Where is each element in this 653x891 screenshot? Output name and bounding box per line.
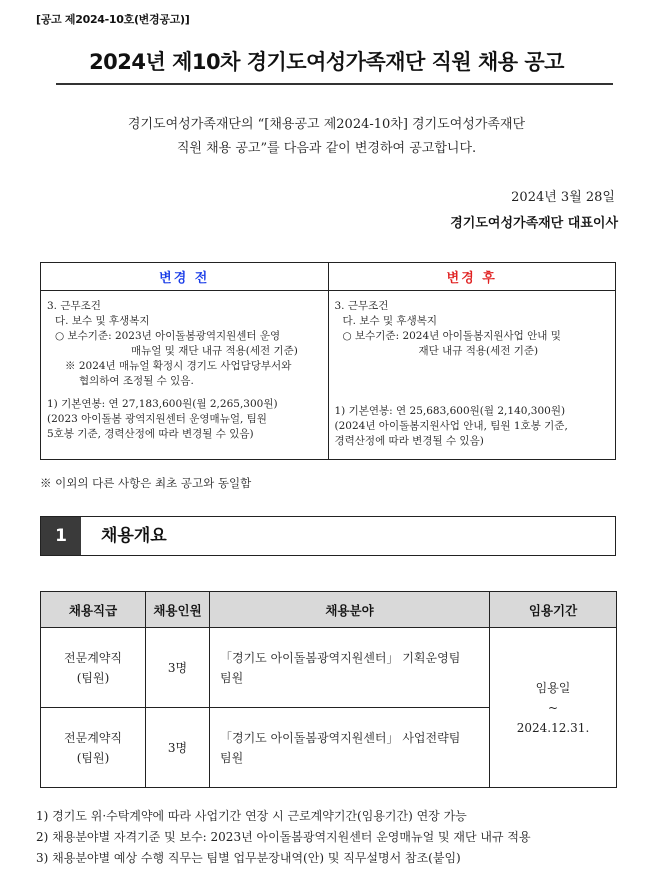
header-count: 채용인원 <box>146 592 210 628</box>
footnote: 3) 채용분야별 예상 수행 직무는 팀별 업무분장내역(안) 및 직무설명서 참조(붙임) <box>36 851 461 865</box>
salary-line: 경력산정에 따라 변경될 수 있음) <box>334 435 484 447</box>
cond-subheading: 다. 보수 및 후생복지 <box>342 315 437 327</box>
intro-paragraph <box>60 113 593 161</box>
cond-note-line: ※ 2024년 매뉴얼 확정시 경기도 사업담당부서와 <box>65 360 292 372</box>
cond-heading: 3. 근무조건 <box>47 300 101 312</box>
section-header <box>40 516 616 556</box>
cond-line: 매뉴얼 및 재단 내규 적용(세전 기준) <box>131 345 298 357</box>
issuer-name: 경기도여성가족재단 대표이사 <box>450 216 618 231</box>
title-divider <box>56 83 613 85</box>
grade-cell <box>41 708 146 788</box>
page-title: 2024년 제10차 경기도여성가족재단 직원 채용 공고 <box>89 50 564 74</box>
salary-line: 5호봉 기준, 경력산정에 따라 변경될 수 있음) <box>47 428 254 440</box>
count-cell: 3명 <box>146 708 210 788</box>
salary-line: 1) 기본연봉: 연 27,183,600원(월 2,265,300원) <box>47 398 278 410</box>
before-header: 변경 전 <box>41 263 329 291</box>
before-cell <box>41 291 329 460</box>
intro-line: 경기도여성가족재단의 “[채용공고 제2024-10차] 경기도여성가족재단 <box>127 117 526 132</box>
footnotes <box>36 806 531 869</box>
field-text: 「경기도 아이돌봄광역지원센터」 기획운영팀 <box>220 650 461 665</box>
header-grade: 채용직급 <box>41 592 146 628</box>
cond-note-line: 협의하여 조정될 수 있음. <box>79 375 194 387</box>
grade-text: (팀원) <box>76 670 110 685</box>
intro-line: 직원 채용 공고”를 다음과 같이 변경하여 공고합니다. <box>176 141 477 156</box>
grade-text: 전문계약직 <box>64 650 122 665</box>
cond-line: ○ 보수기준: 2023년 아이돌봄광역지원센터 운영 <box>55 330 281 342</box>
header-period: 임용기간 <box>490 592 617 628</box>
cond-line: ○ 보수기준: 2024년 아이돌봄지원사업 안내 및 <box>342 330 561 342</box>
field-cell <box>210 628 490 708</box>
table-row <box>41 628 617 708</box>
grade-text: (팀원) <box>76 750 110 765</box>
period-text: 2024.12.31. <box>516 720 590 735</box>
period-cell <box>490 628 617 788</box>
after-cell <box>328 291 616 460</box>
field-cell <box>210 708 490 788</box>
cond-line: 재단 내규 적용(세전 기준) <box>418 345 539 357</box>
change-comparison-table <box>40 262 616 460</box>
field-text: 팀원 <box>220 670 244 685</box>
field-text: 「경기도 아이돌봄광역지원센터」 사업전략팀 <box>220 730 461 745</box>
salary-line: (2024년 아이돌봄지원사업 안내, 팀원 1호봉 기준, <box>334 420 568 432</box>
section-title: 채용개요 <box>101 526 167 546</box>
count-cell: 3명 <box>146 628 210 708</box>
cond-heading: 3. 근무조건 <box>334 300 389 312</box>
grade-cell <box>41 628 146 708</box>
footnote: 2) 채용분야별 자격기준 및 보수: 2023년 아이돌봄광역지원센터 운영매뉴얼 및 재단 내규 적용 <box>36 830 531 844</box>
period-text: ~ <box>547 700 559 715</box>
announcement-date: 2024년 3월 28일 <box>511 190 615 205</box>
after-header: 변경 후 <box>328 263 616 291</box>
notice-number: [공고 제2024-10호(변경공고)] <box>36 13 190 26</box>
period-text: 임용일 <box>535 680 571 695</box>
field-text: 팀원 <box>220 750 244 765</box>
change-note: ※ 이외의 다른 사항은 최초 공고와 동일함 <box>40 476 252 490</box>
cond-subheading: 다. 보수 및 후생복지 <box>55 315 150 327</box>
header-field: 채용분야 <box>210 592 490 628</box>
salary-line: (2023 아이돌봄 광역지원센터 운영매뉴얼, 팀원 <box>47 413 267 425</box>
section-number: 1 <box>41 517 81 555</box>
footnote: 1) 경기도 위·수탁계약에 따라 사업기간 연장 시 근로계약기간(임용기간) 연장 가능 <box>36 809 467 823</box>
salary-line: 1) 기본연봉: 연 25,683,600원(월 2,140,300원) <box>334 405 566 417</box>
grade-text: 전문계약직 <box>64 730 122 745</box>
jobs-table <box>40 591 617 788</box>
